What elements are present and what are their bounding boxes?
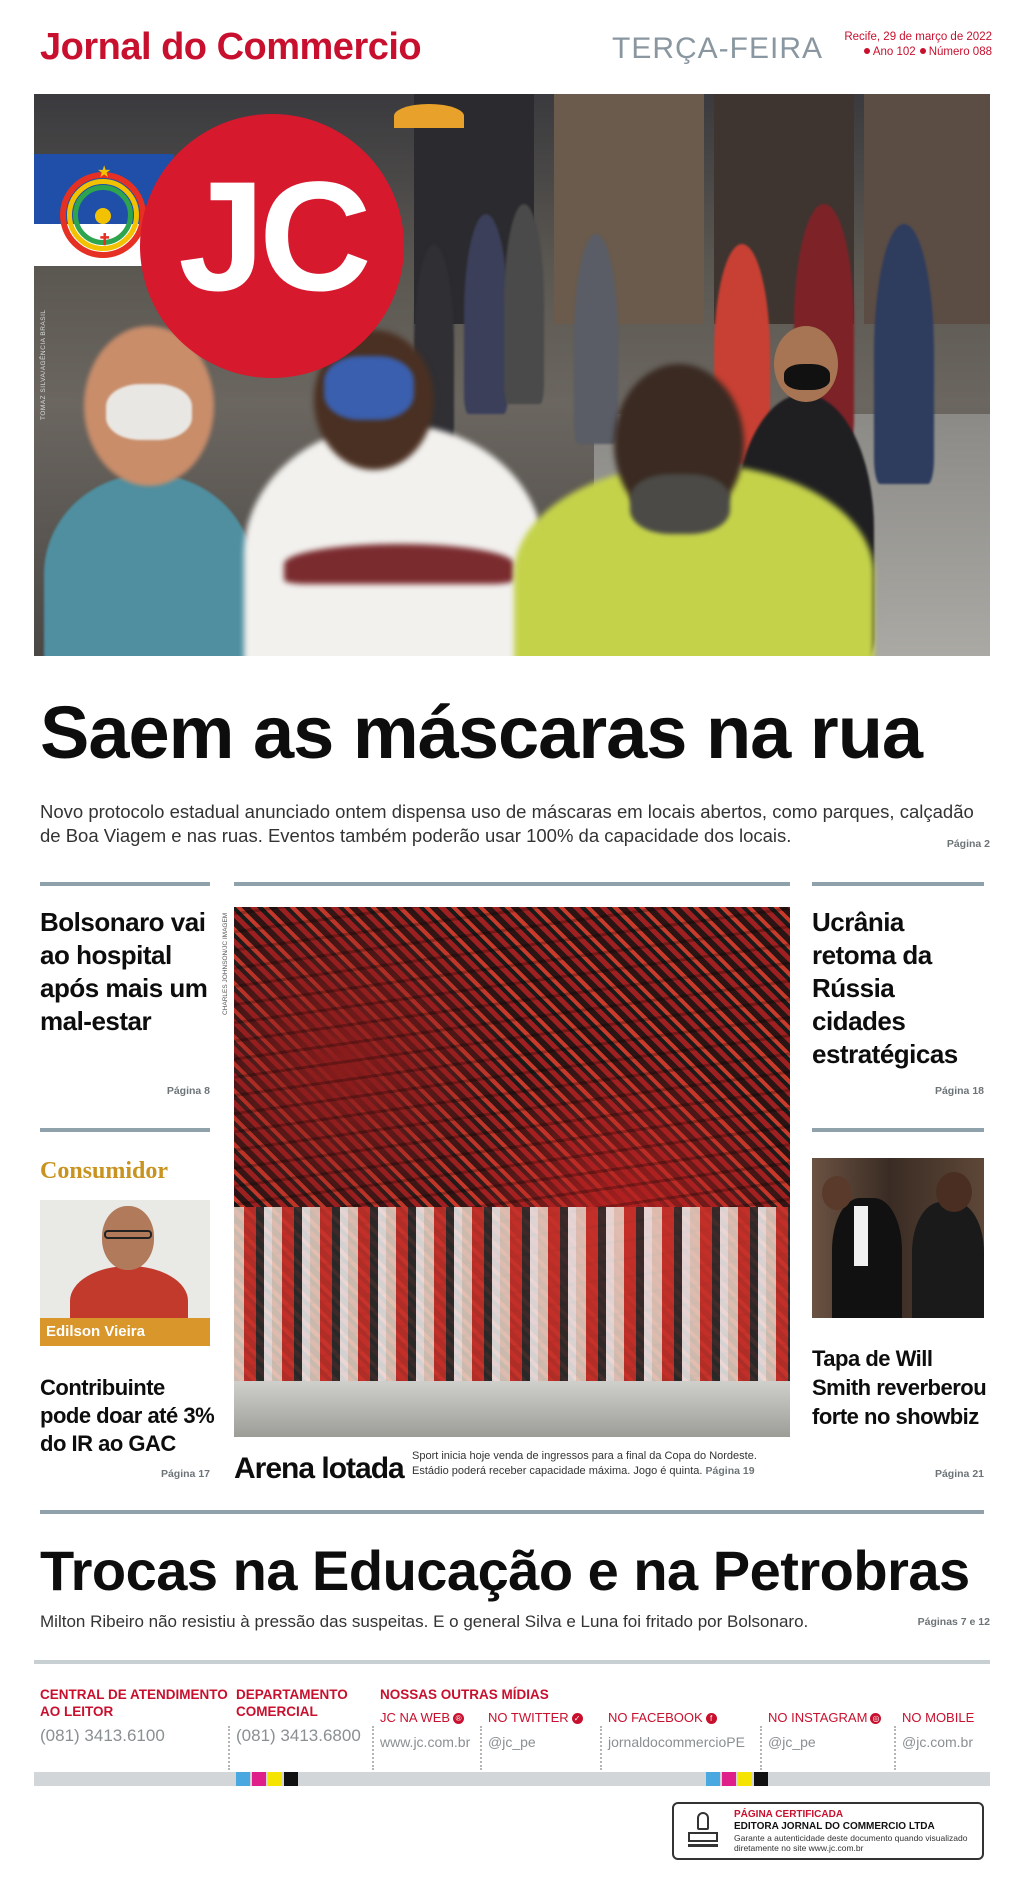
page-reference: Página 2	[946, 838, 990, 850]
bottom-bar	[34, 1772, 990, 1786]
weekday: TERÇA-FEIRA	[612, 32, 824, 65]
certified-page-box	[672, 1802, 984, 1860]
footer-divider	[34, 1660, 990, 1664]
divider	[40, 1510, 984, 1514]
shirt-stripe	[284, 544, 514, 584]
certified-publisher: EDITORA JORNAL DO COMMERCIO LTDA	[734, 1821, 935, 1832]
instagram-link[interactable]: @jc_pe	[768, 1734, 816, 1750]
second-lead-text: Milton Ribeiro não resistiu à pressão das suspeitas. E o general Silva e Luna foi fritado por Bolsonaro.	[40, 1612, 809, 1631]
page-reference: Página 17	[160, 1468, 210, 1480]
story-headline: Contribuinte pode doar até 3% do IR ao GAC	[40, 1375, 215, 1456]
registration-mark	[738, 1772, 752, 1786]
jc-logo: JC	[140, 114, 404, 378]
page-reference: Página 19	[705, 1465, 755, 1477]
facebook-icon: f	[706, 1713, 717, 1724]
registration-mark	[754, 1772, 768, 1786]
umbrella	[394, 104, 464, 128]
bullet-icon	[920, 48, 926, 54]
edition-year: Ano 102	[872, 46, 916, 58]
face-mask	[106, 384, 192, 440]
commercial-label: DEPARTAMENTO COMERCIAL	[236, 1687, 348, 1719]
pedestrian	[44, 474, 254, 656]
main-headline: Saem as máscaras na rua	[40, 691, 923, 774]
page-reference: Páginas 7 e 12	[917, 1616, 990, 1628]
divider	[234, 882, 790, 886]
commercial-phone: (081) 3413.6800	[236, 1726, 361, 1745]
face-mask	[630, 474, 730, 534]
divider	[812, 882, 984, 886]
edition-number: Número 088	[928, 46, 992, 58]
will-smith-photo	[812, 1158, 984, 1318]
web-link[interactable]: www.jc.com.br	[380, 1734, 471, 1750]
web-icon: ®	[453, 1713, 464, 1724]
pedestrian	[874, 224, 934, 484]
registration-mark	[268, 1772, 282, 1786]
columnist-name: Edilson Vieira	[40, 1318, 210, 1346]
registration-mark	[252, 1772, 266, 1786]
second-lead	[40, 1612, 990, 1632]
cross-icon: ✝	[98, 232, 112, 249]
edition-numbers	[836, 45, 992, 60]
certified-title: PÁGINA CERTIFICADA	[734, 1809, 844, 1820]
story-headline: Bolsonaro vai ao hospital após mais um mal-estar	[40, 907, 208, 1036]
edition-date: Recife, 29 de março de 2022	[844, 31, 992, 43]
mobile-label: NO MOBILE	[902, 1710, 975, 1725]
instagram-icon: ◎	[870, 1713, 881, 1724]
stadium-photo	[234, 907, 790, 1437]
face-mask	[324, 356, 414, 420]
pedestrian	[464, 214, 508, 414]
divider	[40, 1128, 210, 1132]
other-media-label: NOSSAS OUTRAS MÍDIAS	[380, 1687, 549, 1702]
pedestrian	[574, 234, 618, 444]
web-label: JC NA WEB ®	[380, 1710, 470, 1725]
photo-credit: CHARLES JOHNSON/JC IMAGEM	[222, 912, 229, 1015]
facebook-link[interactable]: jornaldocommercioPE	[608, 1734, 745, 1750]
registration-mark	[722, 1772, 736, 1786]
section-label: Consumidor	[40, 1158, 169, 1184]
newspaper-title: Jornal do Commercio	[40, 26, 422, 68]
facebook-label: NO FACEBOOK f	[608, 1710, 745, 1725]
certified-note: Garante a autenticidade deste documento quando visualizado diretamente no site www.jc.com.br	[734, 1833, 968, 1853]
divider	[40, 882, 210, 886]
page-reference: Página 18	[934, 1085, 984, 1097]
twitter-link[interactable]: @jc_pe	[488, 1734, 536, 1750]
reader-service-label: CENTRAL DE ATENDIMENTO AO LEITOR	[40, 1687, 228, 1719]
page-reference: Página 8	[166, 1085, 210, 1097]
main-lead-text: Novo protocolo estadual anunciado ontem dispensa uso de máscaras em locais abertos, como parques, calçadão de Boa Viagem e nas ruas. Eventos também poderão usar 100% da capacidade dos locais.	[40, 801, 974, 846]
story-headline: Tapa de Will Smith reverberou forte no showbiz	[812, 1346, 987, 1429]
sun-icon	[95, 208, 111, 224]
face-mask	[784, 364, 830, 390]
bullet-icon	[864, 48, 870, 54]
stadium-railing	[234, 1381, 790, 1437]
photo-caption-text: Sport inicia hoje venda de ingressos para a final da Copa do Nordeste. Estádio poderá receber capacidade máxima. Jogo é quinta.	[412, 1450, 757, 1477]
second-headline: Trocas na Educação e na Petrobras	[40, 1539, 970, 1602]
instagram-label: NO INSTAGRAM ◎	[768, 1710, 881, 1725]
star-icon: ★	[97, 164, 112, 181]
registration-mark	[706, 1772, 720, 1786]
columnist-photo	[40, 1200, 210, 1318]
divider	[812, 1128, 984, 1132]
registration-mark	[284, 1772, 298, 1786]
pedestrian	[504, 204, 544, 404]
twitter-icon: ✓	[572, 1713, 583, 1724]
twitter-label: NO TWITTER ✓	[488, 1710, 583, 1725]
photo-caption-title: Arena lotada	[234, 1452, 404, 1485]
photo-caption	[412, 1449, 790, 1479]
reader-service-phone: (081) 3413.6100	[40, 1726, 165, 1745]
mobile-link[interactable]: @jc.com.br	[902, 1734, 973, 1750]
page-reference: Página 21	[934, 1468, 984, 1480]
edition-info	[836, 30, 992, 60]
main-lead	[40, 800, 990, 856]
stamp-icon	[688, 1812, 718, 1850]
photo-credit: TOMAZ SILVA/AGÊNCIA BRASIL	[40, 309, 47, 420]
registration-mark	[236, 1772, 250, 1786]
story-headline: Ucrânia retoma da Rússia cidades estratégicas	[812, 907, 958, 1069]
